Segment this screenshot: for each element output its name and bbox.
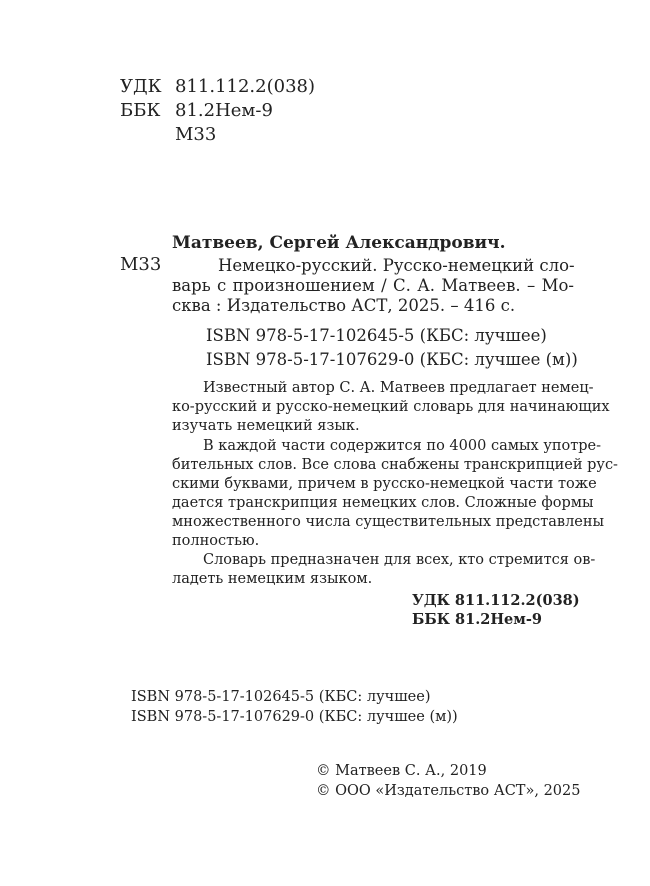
isbn-line: ISBN 978-5-17-107629-0 (КБС: лучшее (м)) bbox=[131, 709, 458, 725]
annotation-line: изучать немецкий язык. bbox=[172, 418, 360, 434]
annotation-line: скими буквами, причем в русско-немецкой части тоже bbox=[172, 476, 597, 492]
catalog-mark: М33 bbox=[120, 254, 162, 275]
annotation-line: дается транскрипция немецких слов. Сложные формы bbox=[172, 495, 594, 511]
isbn-line: ISBN 978-5-17-102645-5 (КБС: лучшее) bbox=[131, 689, 431, 705]
bibliographic-line: Немецко-русский. Русско-немецкий сло- bbox=[218, 256, 575, 275]
annotation-line: В каждой части содержится по 4000 самых употре- bbox=[203, 438, 602, 454]
copyright-line: © Матвеев С. А., 2019 bbox=[316, 763, 487, 779]
annotation-line: ладеть немецким языком. bbox=[172, 571, 373, 587]
annotation-line: ко-русский и русско-немецкий словарь для начинающих bbox=[172, 399, 610, 415]
catalog-isbn: ISBN 978-5-17-102645-5 (КБС: лучшее) bbox=[206, 326, 547, 345]
udk-summary: УДК 811.112.2(038) bbox=[412, 592, 580, 609]
bbk-summary: ББК 81.2Нем-9 bbox=[412, 611, 542, 628]
bbk-label: ББК bbox=[120, 100, 161, 121]
annotation-line: Известный автор С. А. Матвеев предлагает немец- bbox=[203, 380, 594, 396]
bibliographic-line: сква : Издательство АСТ, 2025. – 416 с. bbox=[172, 296, 516, 315]
author-mark: М33 bbox=[175, 124, 217, 145]
udk-row bbox=[0, 76, 650, 98]
bbk-row bbox=[0, 100, 650, 122]
udk-value: 811.112.2(038) bbox=[175, 76, 316, 97]
annotation-line: Словарь предназначен для всех, кто стремится ов- bbox=[203, 552, 596, 568]
bbk-value: 81.2Нем-9 bbox=[175, 100, 273, 121]
annotation-line: бительных слов. Все слова снабжены транскрипцией рус- bbox=[172, 457, 618, 473]
udk-label: УДК bbox=[120, 76, 162, 97]
annotation-line: полностью. bbox=[172, 533, 260, 549]
annotation-line: множественного числа существительных представлены bbox=[172, 514, 605, 530]
catalog-author: Матвеев, Сергей Александрович. bbox=[172, 233, 506, 253]
copyright-line: © ООО «Издательство АСТ», 2025 bbox=[316, 783, 581, 799]
bibliographic-line: варь с произношением / С. А. Матвеев. – Мо- bbox=[172, 276, 574, 295]
catalog-isbn: ISBN 978-5-17-107629-0 (КБС: лучшее (м)) bbox=[206, 350, 578, 369]
